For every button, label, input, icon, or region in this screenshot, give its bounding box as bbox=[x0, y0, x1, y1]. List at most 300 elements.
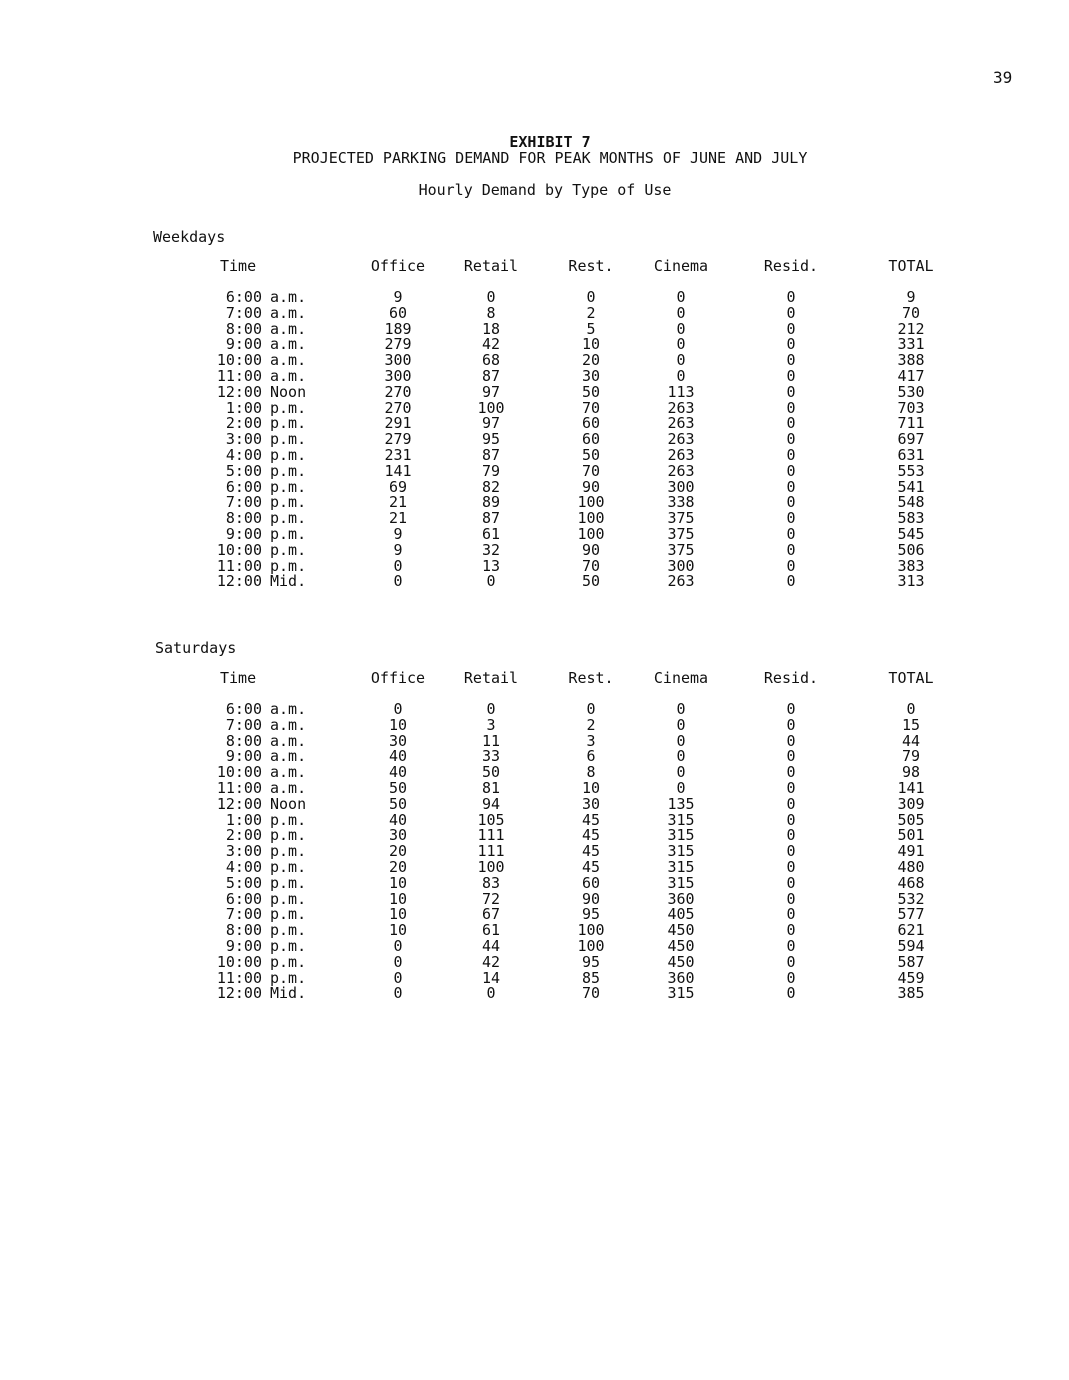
time-period: p.m. bbox=[270, 857, 307, 876]
cell-cinema: 0 bbox=[676, 335, 686, 354]
cell-office: 30 bbox=[388, 826, 408, 845]
cell-retail: 14 bbox=[481, 968, 501, 987]
header-resid: Resid. bbox=[763, 257, 819, 276]
cell-resid: 0 bbox=[786, 509, 796, 528]
cell-rest: 50 bbox=[581, 572, 601, 591]
cell-total: 417 bbox=[897, 366, 925, 385]
cell-retail: 0 bbox=[486, 572, 496, 591]
cell-rest: 95 bbox=[581, 952, 601, 971]
cell-cinema: 450 bbox=[667, 921, 695, 940]
cell-rest: 2 bbox=[586, 303, 596, 322]
cell-resid: 0 bbox=[786, 889, 796, 908]
cell-resid: 0 bbox=[786, 778, 796, 797]
time-period: a.m. bbox=[270, 351, 307, 370]
header-resid: Resid. bbox=[763, 669, 819, 688]
time-hour: 7:00 bbox=[225, 905, 262, 924]
time-hour: 6:00 bbox=[225, 288, 262, 306]
table-row bbox=[200, 574, 976, 590]
time-hour: 10:00 bbox=[216, 952, 262, 971]
cell-resid: 0 bbox=[786, 857, 796, 876]
header-row bbox=[200, 259, 976, 290]
cell-office: 0 bbox=[393, 936, 403, 955]
cell-rest: 85 bbox=[581, 968, 601, 987]
cell-total: 697 bbox=[897, 430, 925, 449]
time-period: a.m. bbox=[270, 366, 307, 385]
time-hour: 5:00 bbox=[225, 873, 262, 892]
cell-office: 300 bbox=[384, 351, 412, 370]
time-hour: 11:00 bbox=[216, 968, 262, 987]
cell-rest: 30 bbox=[581, 366, 601, 385]
cell-rest: 50 bbox=[581, 445, 601, 464]
cell-total: 621 bbox=[897, 921, 925, 940]
cell-resid: 0 bbox=[786, 921, 796, 940]
time-period: p.m. bbox=[270, 826, 307, 845]
cell-retail: 33 bbox=[481, 747, 501, 766]
cell-total: 583 bbox=[897, 509, 925, 528]
cell-resid: 0 bbox=[786, 493, 796, 512]
saturdays-label: Saturdays bbox=[155, 639, 237, 657]
time-hour: 3:00 bbox=[225, 842, 262, 861]
cell-office: 9 bbox=[393, 524, 403, 543]
cell-rest: 90 bbox=[581, 540, 601, 559]
time-hour: 11:00 bbox=[216, 556, 262, 575]
cell-retail: 0 bbox=[486, 700, 496, 718]
header-cinema: Cinema bbox=[653, 669, 709, 688]
cell-office: 231 bbox=[384, 445, 412, 464]
cell-rest: 20 bbox=[581, 351, 601, 370]
cell-cinema: 450 bbox=[667, 952, 695, 971]
time-period: p.m. bbox=[270, 921, 307, 940]
cell-office: 279 bbox=[384, 430, 412, 449]
time-period: p.m. bbox=[270, 556, 307, 575]
time-period: a.m. bbox=[270, 335, 307, 354]
cell-retail: 32 bbox=[481, 540, 501, 559]
cell-cinema: 405 bbox=[667, 905, 695, 924]
cell-rest: 70 bbox=[581, 556, 601, 575]
cell-office: 270 bbox=[384, 382, 412, 401]
header-office: Office bbox=[370, 669, 426, 688]
cell-resid: 0 bbox=[786, 968, 796, 987]
cell-retail: 18 bbox=[481, 319, 501, 338]
cell-office: 40 bbox=[388, 763, 408, 782]
cell-office: 21 bbox=[388, 509, 408, 528]
header-office: Office bbox=[370, 257, 426, 276]
cell-retail: 50 bbox=[481, 763, 501, 782]
cell-rest: 95 bbox=[581, 905, 601, 924]
time-period: p.m. bbox=[270, 414, 307, 433]
cell-rest: 100 bbox=[577, 509, 605, 528]
page-number: 39 bbox=[993, 68, 1013, 87]
cell-resid: 0 bbox=[786, 303, 796, 322]
cell-total: 553 bbox=[897, 461, 925, 480]
cell-resid: 0 bbox=[786, 905, 796, 924]
time-hour: 10:00 bbox=[216, 763, 262, 782]
time-hour: 2:00 bbox=[225, 826, 262, 845]
cell-retail: 68 bbox=[481, 351, 501, 370]
time-hour: 3:00 bbox=[225, 430, 262, 449]
time-hour: 9:00 bbox=[225, 335, 262, 354]
time-period: Mid. bbox=[270, 984, 307, 1003]
cell-cinema: 0 bbox=[676, 731, 686, 750]
time-hour: 12:00 bbox=[216, 794, 262, 813]
cell-retail: 44 bbox=[481, 936, 501, 955]
cell-resid: 0 bbox=[786, 556, 796, 575]
cell-office: 10 bbox=[388, 715, 408, 734]
cell-office: 291 bbox=[384, 414, 412, 433]
cell-cinema: 338 bbox=[667, 493, 695, 512]
time-hour: 10:00 bbox=[216, 540, 262, 559]
cell-total: 141 bbox=[897, 778, 925, 797]
cell-rest: 90 bbox=[581, 477, 601, 496]
weekdays-table bbox=[200, 259, 976, 590]
cell-resid: 0 bbox=[786, 319, 796, 338]
cell-total: 548 bbox=[897, 493, 925, 512]
cell-retail: 82 bbox=[481, 477, 501, 496]
cell-rest: 2 bbox=[586, 715, 596, 734]
cell-retail: 42 bbox=[481, 335, 501, 354]
table-row bbox=[200, 986, 976, 1002]
cell-rest: 30 bbox=[581, 794, 601, 813]
cell-total: 530 bbox=[897, 382, 925, 401]
cell-retail: 97 bbox=[481, 382, 501, 401]
time-period: Mid. bbox=[270, 572, 307, 591]
time-hour: 11:00 bbox=[216, 366, 262, 385]
time-hour: 7:00 bbox=[225, 493, 262, 512]
time-period: Noon bbox=[270, 382, 307, 401]
cell-resid: 0 bbox=[786, 414, 796, 433]
cell-time bbox=[200, 574, 370, 590]
cell-office: 10 bbox=[388, 905, 408, 924]
cell-rest: 60 bbox=[581, 430, 601, 449]
header-row bbox=[200, 671, 976, 702]
cell-retail: 81 bbox=[481, 778, 501, 797]
cell-retail: 83 bbox=[481, 873, 501, 892]
cell-office: 0 bbox=[393, 968, 403, 987]
cell-resid: 0 bbox=[786, 461, 796, 480]
cell-resid: 0 bbox=[786, 873, 796, 892]
time-hour: 8:00 bbox=[225, 731, 262, 750]
time-hour: 6:00 bbox=[225, 889, 262, 908]
cell-office: 189 bbox=[384, 319, 412, 338]
time-hour: 9:00 bbox=[225, 524, 262, 543]
saturdays-table bbox=[200, 671, 976, 1002]
header-retail: Retail bbox=[463, 669, 519, 688]
cell-rest: 100 bbox=[577, 921, 605, 940]
cell-retail: 89 bbox=[481, 493, 501, 512]
time-hour: 8:00 bbox=[225, 319, 262, 338]
time-hour: 12:00 bbox=[216, 572, 262, 591]
time-hour: 9:00 bbox=[225, 747, 262, 766]
cell-office: 300 bbox=[384, 366, 412, 385]
header-time: Time bbox=[220, 669, 257, 688]
cell-total: 545 bbox=[897, 524, 925, 543]
cell-cinema: 0 bbox=[676, 778, 686, 797]
time-period: p.m. bbox=[270, 968, 307, 987]
cell-total: 44 bbox=[901, 731, 921, 750]
header-total: TOTAL bbox=[888, 257, 934, 276]
cell-resid: 0 bbox=[786, 366, 796, 385]
cell-total: 388 bbox=[897, 351, 925, 370]
time-hour: 12:00 bbox=[216, 984, 262, 1003]
time-period: p.m. bbox=[270, 810, 307, 829]
cell-cinema: 315 bbox=[667, 984, 695, 1003]
cell-retail: 0 bbox=[486, 984, 496, 1003]
cell-retail: 79 bbox=[481, 461, 501, 480]
cell-rest: 100 bbox=[577, 493, 605, 512]
time-period: p.m. bbox=[270, 524, 307, 543]
time-hour: 11:00 bbox=[216, 778, 262, 797]
cell-rest: 90 bbox=[581, 889, 601, 908]
weekdays-label: Weekdays bbox=[153, 228, 226, 246]
cell-office: 0 bbox=[393, 556, 403, 575]
cell-total: 331 bbox=[897, 335, 925, 354]
cell-retail: 87 bbox=[481, 366, 501, 385]
time-period: p.m. bbox=[270, 461, 307, 480]
cell-cinema: 360 bbox=[667, 889, 695, 908]
cell-time bbox=[200, 986, 370, 1002]
cell-cinema: 375 bbox=[667, 524, 695, 543]
cell-retail: 13 bbox=[481, 556, 501, 575]
cell-rest: 10 bbox=[581, 778, 601, 797]
cell-cinema: 263 bbox=[667, 572, 695, 591]
cell-cinema: 315 bbox=[667, 810, 695, 829]
cell-cinema: 263 bbox=[667, 430, 695, 449]
time-hour: 10:00 bbox=[216, 351, 262, 370]
cell-cinema: 0 bbox=[676, 715, 686, 734]
time-period: a.m. bbox=[270, 700, 307, 718]
cell-total: 9 bbox=[906, 288, 916, 306]
cell-rest: 60 bbox=[581, 873, 601, 892]
cell-office: 279 bbox=[384, 335, 412, 354]
time-period: p.m. bbox=[270, 889, 307, 908]
cell-office: 9 bbox=[393, 288, 403, 306]
cell-resid: 0 bbox=[786, 382, 796, 401]
time-period: p.m. bbox=[270, 842, 307, 861]
cell-total: 587 bbox=[897, 952, 925, 971]
time-period: a.m. bbox=[270, 288, 307, 306]
cell-rest: 50 bbox=[581, 382, 601, 401]
cell-office: 69 bbox=[388, 477, 408, 496]
cell-resid: 0 bbox=[786, 335, 796, 354]
cell-rest: 6 bbox=[586, 747, 596, 766]
time-hour: 9:00 bbox=[225, 936, 262, 955]
cell-office: 30 bbox=[388, 731, 408, 750]
cell-total: 532 bbox=[897, 889, 925, 908]
cell-office: 0 bbox=[393, 984, 403, 1003]
exhibit-title: EXHIBIT 7 bbox=[509, 133, 591, 151]
cell-rest: 0 bbox=[586, 288, 596, 306]
time-period: p.m. bbox=[270, 445, 307, 464]
cell-cinema: 263 bbox=[667, 414, 695, 433]
cell-office: 21 bbox=[388, 493, 408, 512]
cell-office: 141 bbox=[384, 461, 412, 480]
cell-rest: 8 bbox=[586, 763, 596, 782]
cell-cinema: 0 bbox=[676, 319, 686, 338]
cell-total: 15 bbox=[901, 715, 921, 734]
cell-rest: 70 bbox=[581, 398, 601, 417]
cell-total: 501 bbox=[897, 826, 925, 845]
cell-total: 631 bbox=[897, 445, 925, 464]
time-period: p.m. bbox=[270, 430, 307, 449]
cell-cinema: 0 bbox=[676, 700, 686, 718]
time-period: p.m. bbox=[270, 477, 307, 496]
cell-cinema: 263 bbox=[667, 398, 695, 417]
cell-rest: 70 bbox=[581, 461, 601, 480]
cell-resid: 0 bbox=[786, 540, 796, 559]
cell-retail: 0 bbox=[486, 288, 496, 306]
cell-total: 594 bbox=[897, 936, 925, 955]
cell-resid: 0 bbox=[786, 826, 796, 845]
time-period: a.m. bbox=[270, 715, 307, 734]
time-period: p.m. bbox=[270, 398, 307, 417]
cell-office: 0 bbox=[393, 572, 403, 591]
cell-retail: 111 bbox=[477, 826, 505, 845]
cell-total: 505 bbox=[897, 810, 925, 829]
cell-cinema: 0 bbox=[676, 747, 686, 766]
header-rest: Rest. bbox=[568, 669, 614, 688]
time-period: p.m. bbox=[270, 952, 307, 971]
cell-cinema: 375 bbox=[667, 509, 695, 528]
cell-rest: 100 bbox=[577, 936, 605, 955]
cell-cinema: 315 bbox=[667, 842, 695, 861]
cell-retail: 111 bbox=[477, 842, 505, 861]
cell-cinema: 113 bbox=[667, 382, 695, 401]
time-period: a.m. bbox=[270, 731, 307, 750]
cell-cinema: 0 bbox=[676, 288, 686, 306]
cell-resid: 0 bbox=[786, 445, 796, 464]
cell-total: 385 bbox=[897, 984, 925, 1003]
cell-resid: 0 bbox=[786, 731, 796, 750]
time-period: a.m. bbox=[270, 747, 307, 766]
time-period: a.m. bbox=[270, 763, 307, 782]
cell-retail: 72 bbox=[481, 889, 501, 908]
time-hour: 12:00 bbox=[216, 382, 262, 401]
cell-resid: 0 bbox=[786, 984, 796, 1003]
header-rest: Rest. bbox=[568, 257, 614, 276]
cell-office: 9 bbox=[393, 540, 403, 559]
cell-cinema: 450 bbox=[667, 936, 695, 955]
cell-retail: 42 bbox=[481, 952, 501, 971]
time-period: p.m. bbox=[270, 936, 307, 955]
time-period: p.m. bbox=[270, 540, 307, 559]
time-period: p.m. bbox=[270, 873, 307, 892]
cell-office: 270 bbox=[384, 398, 412, 417]
cell-total: 480 bbox=[897, 857, 925, 876]
time-hour: 4:00 bbox=[225, 445, 262, 464]
cell-resid: 0 bbox=[786, 398, 796, 417]
cell-resid: 0 bbox=[786, 936, 796, 955]
cell-resid: 0 bbox=[786, 952, 796, 971]
cell-rest: 70 bbox=[581, 984, 601, 1003]
cell-total: 212 bbox=[897, 319, 925, 338]
cell-retail: 61 bbox=[481, 524, 501, 543]
cell-resid: 0 bbox=[786, 477, 796, 496]
cell-total: 541 bbox=[897, 477, 925, 496]
header-retail: Retail bbox=[463, 257, 519, 276]
cell-retail: 95 bbox=[481, 430, 501, 449]
cell-retail: 11 bbox=[481, 731, 501, 750]
cell-retail: 87 bbox=[481, 509, 501, 528]
cell-rest: 3 bbox=[586, 731, 596, 750]
cell-rest: 60 bbox=[581, 414, 601, 433]
cell-retail: 67 bbox=[481, 905, 501, 924]
cell-total: 491 bbox=[897, 842, 925, 861]
time-period: a.m. bbox=[270, 778, 307, 797]
cell-retail: 8 bbox=[486, 303, 496, 322]
header-time: Time bbox=[220, 257, 257, 276]
cell-cinema: 300 bbox=[667, 556, 695, 575]
cell-total: 313 bbox=[897, 572, 925, 591]
time-hour: 8:00 bbox=[225, 921, 262, 940]
time-period: a.m. bbox=[270, 319, 307, 338]
cell-cinema: 360 bbox=[667, 968, 695, 987]
cell-total: 70 bbox=[901, 303, 921, 322]
cell-resid: 0 bbox=[786, 524, 796, 543]
time-hour: 5:00 bbox=[225, 461, 262, 480]
cell-office: 40 bbox=[388, 747, 408, 766]
cell-cinema: 263 bbox=[667, 461, 695, 480]
cell-retail: 97 bbox=[481, 414, 501, 433]
cell-office: 20 bbox=[388, 842, 408, 861]
cell-retail: 100 bbox=[477, 857, 505, 876]
cell-office: 10 bbox=[388, 921, 408, 940]
table-caption: Hourly Demand by Type of Use bbox=[418, 181, 672, 199]
cell-total: 79 bbox=[901, 747, 921, 766]
cell-resid: 0 bbox=[786, 572, 796, 591]
cell-rest: 0 bbox=[586, 700, 596, 718]
cell-cinema: 0 bbox=[676, 366, 686, 385]
time-hour: 4:00 bbox=[225, 857, 262, 876]
cell-rest: 10 bbox=[581, 335, 601, 354]
header-total: TOTAL bbox=[888, 669, 934, 688]
cell-cinema: 315 bbox=[667, 826, 695, 845]
cell-cinema: 0 bbox=[676, 351, 686, 370]
cell-resid: 0 bbox=[786, 715, 796, 734]
time-hour: 6:00 bbox=[225, 700, 262, 718]
cell-cinema: 0 bbox=[676, 303, 686, 322]
cell-office: 20 bbox=[388, 857, 408, 876]
cell-resid: 0 bbox=[786, 288, 796, 306]
cell-resid: 0 bbox=[786, 842, 796, 861]
time-hour: 6:00 bbox=[225, 477, 262, 496]
cell-total: 711 bbox=[897, 414, 925, 433]
time-hour: 1:00 bbox=[225, 398, 262, 417]
cell-total: 468 bbox=[897, 873, 925, 892]
exhibit-subtitle: PROJECTED PARKING DEMAND FOR PEAK MONTHS OF JUNE AND JULY bbox=[292, 149, 808, 167]
cell-resid: 0 bbox=[786, 747, 796, 766]
cell-rest: 100 bbox=[577, 524, 605, 543]
cell-retail: 87 bbox=[481, 445, 501, 464]
cell-total: 383 bbox=[897, 556, 925, 575]
cell-office: 40 bbox=[388, 810, 408, 829]
time-period: p.m. bbox=[270, 905, 307, 924]
cell-retail: 3 bbox=[486, 715, 496, 734]
cell-office: 10 bbox=[388, 873, 408, 892]
cell-cinema: 315 bbox=[667, 857, 695, 876]
time-period: p.m. bbox=[270, 493, 307, 512]
cell-total: 577 bbox=[897, 905, 925, 924]
cell-rest: 5 bbox=[586, 319, 596, 338]
cell-cinema: 135 bbox=[667, 794, 695, 813]
time-hour: 7:00 bbox=[225, 303, 262, 322]
cell-resid: 0 bbox=[786, 794, 796, 813]
cell-office: 60 bbox=[388, 303, 408, 322]
time-period: Noon bbox=[270, 794, 307, 813]
cell-resid: 0 bbox=[786, 763, 796, 782]
cell-cinema: 315 bbox=[667, 873, 695, 892]
cell-retail: 100 bbox=[477, 398, 505, 417]
cell-resid: 0 bbox=[786, 700, 796, 718]
